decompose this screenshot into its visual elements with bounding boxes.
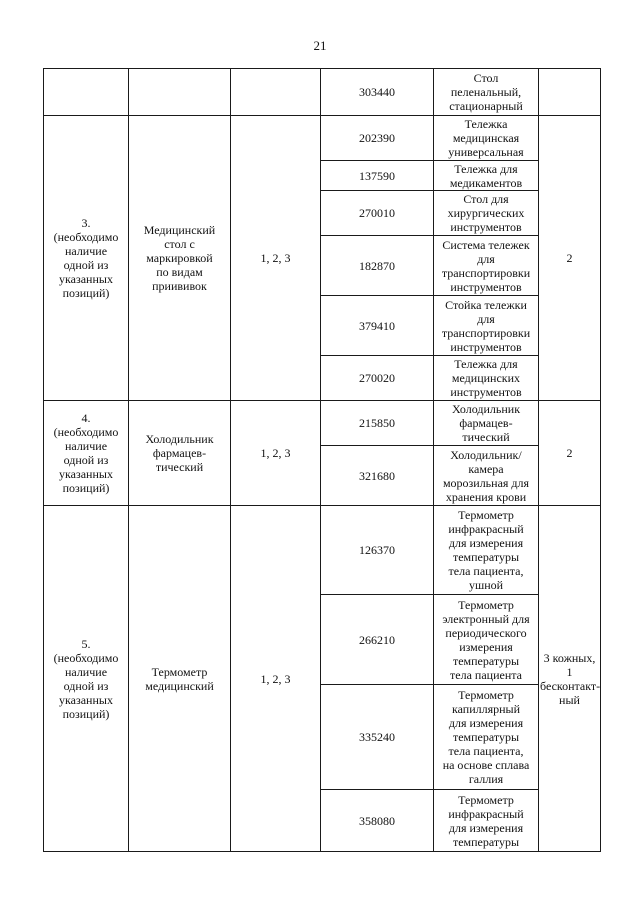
equipment-name-cell: Медицинский стол с маркировкой по видам приививок [129, 116, 231, 401]
item-code-cell: 303440 [321, 69, 434, 116]
item-code-cell: 202390 [321, 116, 434, 161]
position-number-cell [44, 69, 129, 116]
equipment-name-cell: Холодильник фармацев- тический [129, 401, 231, 506]
item-name-cell: Тележка медицинская универсальная [434, 116, 539, 161]
item-name-cell: Термометр инфракрасный для измерения температуры тела пациента, ушной [434, 506, 539, 595]
item-name-cell: Система тележек для транспортировки инструментов [434, 236, 539, 296]
table-row [44, 506, 601, 595]
item-name-cell: Стол пеленальный, стационарный [434, 69, 539, 116]
sections-cell: 1, 2, 3 [231, 506, 321, 852]
equipment-table [43, 68, 601, 852]
table-row [44, 116, 601, 161]
equipment-name-cell: Термометр медицинский [129, 506, 231, 852]
quantity-cell: 2 [539, 401, 601, 506]
item-name-cell: Тележка для медицинских инструментов [434, 356, 539, 401]
item-code-cell: 379410 [321, 296, 434, 356]
table-row [44, 401, 601, 446]
item-code-cell: 270010 [321, 191, 434, 236]
item-name-cell: Термометр электронный для периодического измерения температуры тела пациента [434, 595, 539, 685]
item-name-cell: Холодильник фармацев- тический [434, 401, 539, 446]
item-code-cell: 266210 [321, 595, 434, 685]
item-name-cell: Холодильник/ камера морозильная для хранения крови [434, 446, 539, 506]
item-code-cell: 137590 [321, 161, 434, 191]
item-code-cell: 321680 [321, 446, 434, 506]
page-number: 21 [313, 38, 327, 53]
position-number-cell: 3. (необходимо наличие одной из указанных позиций) [44, 116, 129, 401]
item-code-cell: 335240 [321, 685, 434, 790]
item-code-cell: 358080 [321, 790, 434, 852]
sections-cell: 1, 2, 3 [231, 116, 321, 401]
equipment-name-cell [129, 69, 231, 116]
sections-cell: 1, 2, 3 [231, 401, 321, 506]
item-code-cell: 182870 [321, 236, 434, 296]
position-number-cell: 5. (необходимо наличие одной из указанных позиций) [44, 506, 129, 852]
quantity-cell: 3 кожных, 1 бесконтакт- ный [539, 506, 601, 852]
table-row [44, 69, 601, 116]
item-code-cell: 126370 [321, 506, 434, 595]
item-name-cell: Стойка тележки для транспортировки инструментов [434, 296, 539, 356]
quantity-cell [539, 69, 601, 116]
position-number-cell: 4. (необходимо наличие одной из указанных позиций) [44, 401, 129, 506]
quantity-cell: 2 [539, 116, 601, 401]
sections-cell [231, 69, 321, 116]
item-code-cell: 215850 [321, 401, 434, 446]
item-name-cell: Тележка для медикаментов [434, 161, 539, 191]
item-name-cell: Стол для хирургических инструментов [434, 191, 539, 236]
item-code-cell: 270020 [321, 356, 434, 401]
item-name-cell: Термометр капиллярный для измерения температуры тела пациента, на основе сплава галлия [434, 685, 539, 790]
item-name-cell: Термометр инфракрасный для измерения температуры [434, 790, 539, 852]
